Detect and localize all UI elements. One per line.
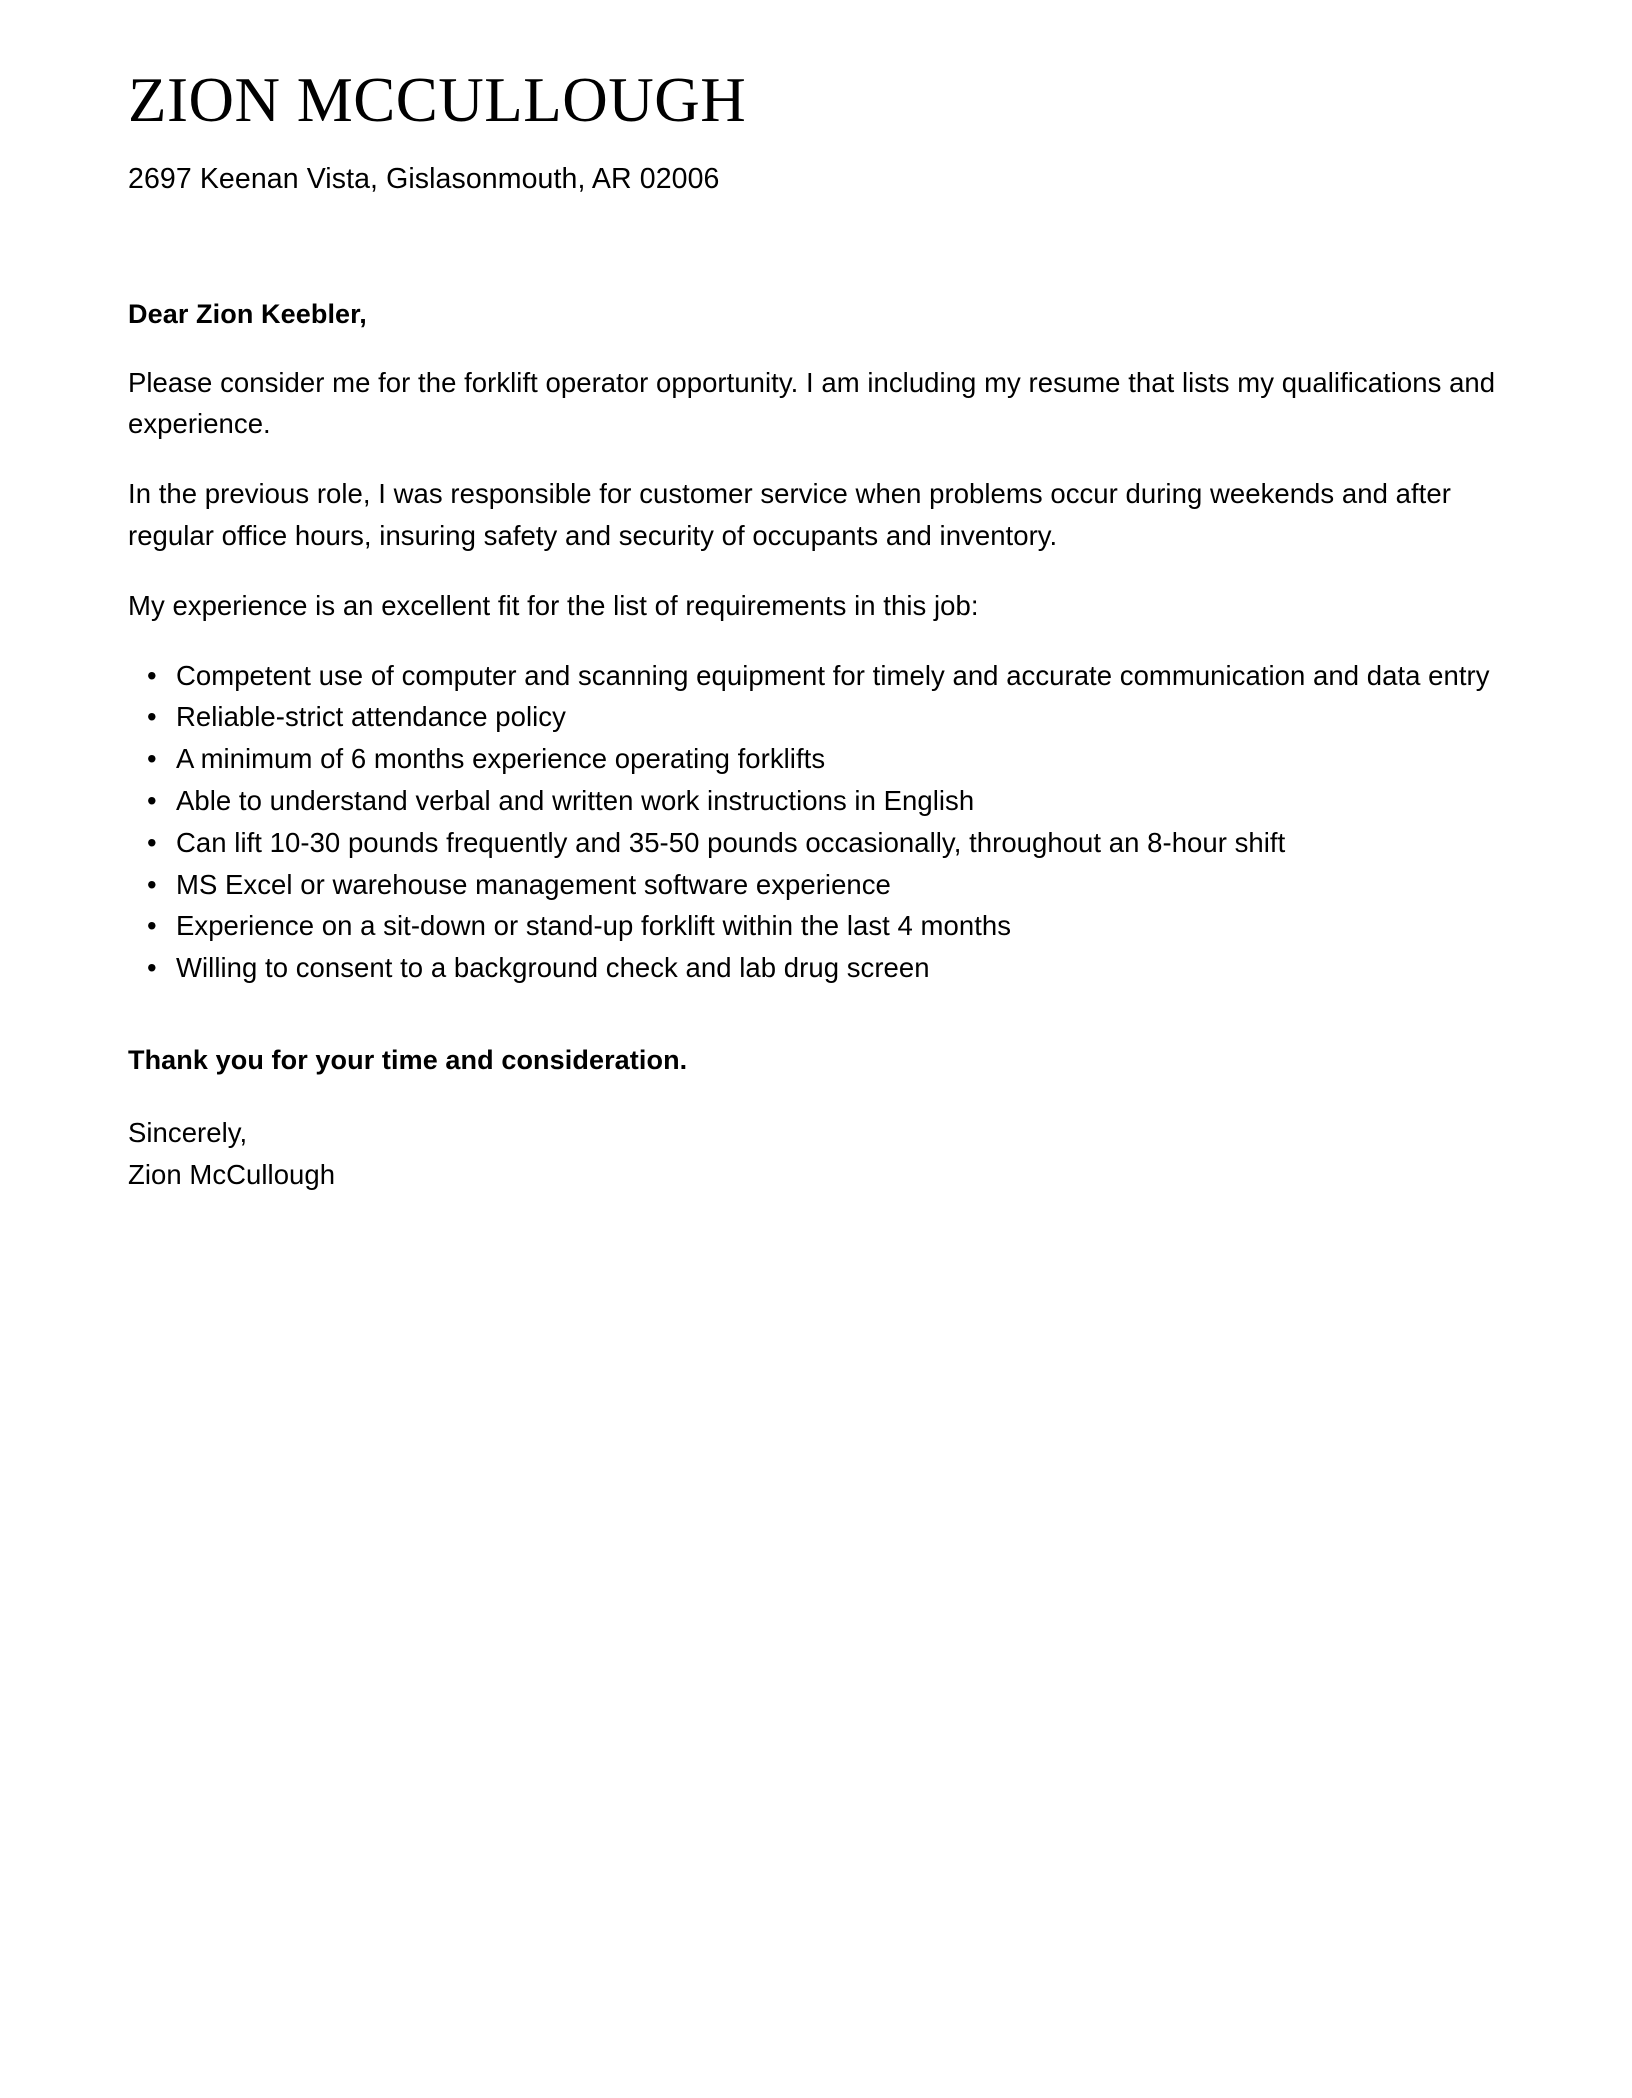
requirements-list (128, 655, 1504, 989)
signature-block (128, 1112, 1504, 1196)
closing-thanks: Thank you for your time and consideration. (128, 1045, 688, 1075)
body-paragraph-2: In the previous role, I was responsible for customer service when problems occur during weekends and after regular office hours, insuring safety and security of occupants and inventory. (128, 478, 1451, 552)
applicant-address: 2697 Keenan Vista, Gislasonmouth, AR 02006 (128, 163, 720, 196)
signoff-line: Sincerely, (128, 1117, 248, 1149)
signature-name: Zion McCullough (128, 1158, 336, 1190)
list-item: • Can lift 10-30 pounds frequently and 35-50 pounds occasionally, throughout an 8-hour shift (128, 822, 1504, 864)
list-item: • Reliable-strict attendance policy (128, 696, 1504, 738)
salutation: Dear Zion Keebler, (128, 298, 367, 329)
letter-body (128, 66, 1504, 1196)
list-item: • Experience on a sit-down or stand-up forklift within the last 4 months (128, 905, 1504, 947)
body-paragraph-1: Please consider me for the forklift operator opportunity. I am including my resume that lists my qualifications and experience. (128, 366, 1496, 440)
list-item: • MS Excel or warehouse management software experience (128, 864, 1504, 906)
list-item: • A minimum of 6 months experience operating forklifts (128, 738, 1504, 780)
list-item: • Willing to consent to a background check and lab drug screen (128, 947, 1504, 989)
body-paragraph-3: My experience is an excellent fit for the list of requirements in this job: (128, 589, 979, 621)
page-title: ZION MCCULLOUGH (128, 65, 747, 135)
list-item: • Competent use of computer and scanning equipment for timely and accurate communication and data entry (128, 655, 1504, 697)
list-item: • Able to understand verbal and written work instructions in English (128, 780, 1504, 822)
